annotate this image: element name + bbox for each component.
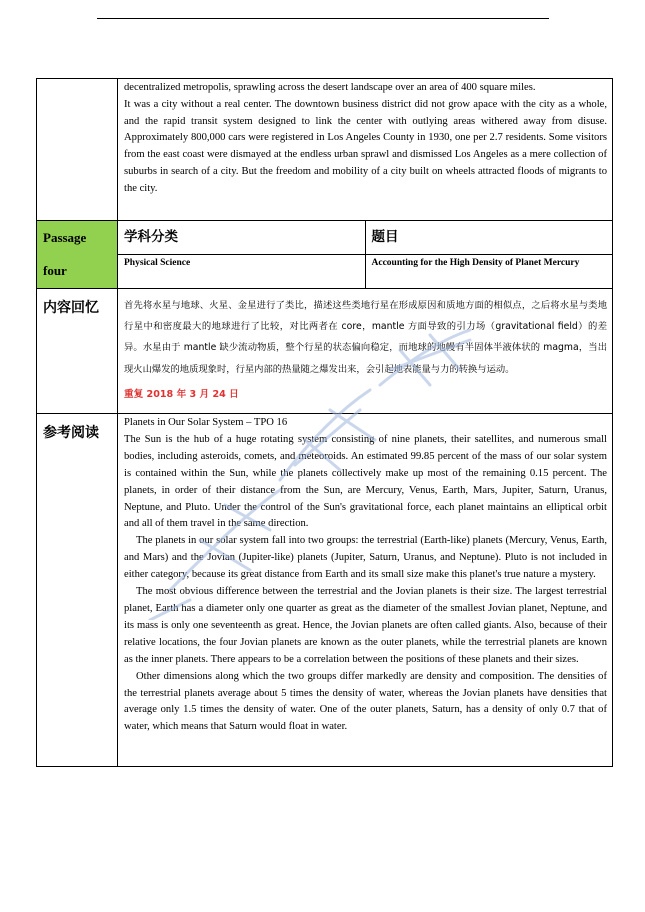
intro-row — [37, 79, 613, 221]
subject-header-cell — [118, 221, 366, 255]
topic-header: 题目 — [371, 229, 399, 245]
passage-label-line1: Passage — [43, 230, 87, 245]
intro-paragraph: decentralized metropolis, sprawling across the desert landscape over an area of 400 square miles. — [124, 82, 536, 93]
passage-label-cell — [37, 221, 118, 289]
intro-text — [118, 79, 612, 200]
topic-value-cell — [365, 255, 613, 289]
reading-label: 参考阅读 — [43, 425, 99, 442]
intro-text-cell — [118, 79, 613, 221]
intro-paragraph: It was a city without a real center. The downtown business district did not grow apace with the city as a whole, and the rapid transit system designed to link the center with outlying areas withered away from disuse. Approximately 800,000 cars were registered in Los Angeles County in 1930, one per 2.7 residents. Some visitors from the east coast were dismayed at the endless urban sprawl and dismissed Los Angeles as a mere collection of suburbs in search of a city. But the freedom and mobility of a city built on wheels attracted floods of migrants to the city. — [124, 98, 607, 194]
reading-paragraph: The planets in our solar system fall into two groups: the terrestrial (Earth-like) planets (Mercury, Venus, Earth, and Mars) and the Jovian (Jupiter-like) planets (Jupiter, Saturn, Uranus, and Neptune). Pluto is not included in either category, because its great distance from Earth and its small size make this planet's true nature a mystery. — [124, 535, 607, 581]
recall-label-cell — [37, 289, 118, 414]
intro-label-cell — [37, 79, 118, 221]
reading-label-cell — [37, 414, 118, 767]
reading-paragraph: The most obvious difference between the terrestrial and the Jovian planets is their size. The largest terrestrial planet, Earth has a diameter only one quarter as great as the diameter of the smallest Jovian planet, Neptune, and its mass is only one seventeenth as great. Hence, the Jovian planets are often called giants. Also, because of their relative locations, the four Jovian planets are known as the outer planets, while the terrestrial planets are known as the inner planets. There appears to be a correlation between the positions of these planets and their sizes. — [124, 586, 607, 665]
recall-text: 首先将水星与地球、火星、金星进行了类比，描述这些类地行星在形成原因和质地方面的相似点，之后将水星与类地行星中和密度最大的地球进行了比较，对比两者在 core，mantle 方面导致的引力场（gravitational field）的差异。水星由于 mantle 缺少流动物质，整个行星的状态偏向稳定，而地球的地幔有半固体半液体状的 magma，当出现火山爆发的地质现象时，行星内部的热量随之爆发出来，会引起地表能量与力的转换与运动。 — [124, 300, 607, 375]
reading-row — [37, 414, 613, 767]
recall-row — [37, 289, 613, 414]
reading-title: Planets in Our Solar System – TPO 16 — [124, 417, 288, 429]
reading-text-cell — [118, 414, 613, 767]
passage-label — [37, 221, 117, 287]
topic-value: Accounting for the High Density of Planet Mercury — [371, 258, 580, 268]
content-table — [36, 78, 613, 767]
passage-header-row — [37, 221, 613, 255]
reading-paragraph: The Sun is the hub of a huge rotating system consisting of nine planets, their satellites, and numerous small bodies, including asteroids, comets, and meteoroids. An estimated 99.85 percent of the mass of our solar system is contained within the Sun, while the planets collectively make up most of the remaining 0.15 percent. The planets, in order of their distance from the Sun, are Mercury, Venus, Earth, Mars, Jupiter, Saturn, Uranus, Neptune, and Pluto. Under the control of the Sun's gravitational force, each planet maintains an elliptical orbit and all of them travel in the same direction. — [124, 433, 607, 530]
topic-header-cell — [365, 221, 613, 255]
recall-text-cell — [118, 289, 613, 414]
subject-value-cell — [118, 255, 366, 289]
reading-body — [118, 414, 612, 736]
header-rule — [97, 18, 549, 19]
passage-value-row — [37, 255, 613, 289]
recall-body — [118, 289, 612, 413]
subject-header: 学科分类 — [124, 229, 178, 245]
recall-label: 内容回忆 — [43, 300, 99, 316]
subject-value: Physical Science — [124, 258, 191, 268]
reading-paragraph: Other dimensions along which the two groups differ markedly are density and composition. The densities of the terrestrial planets average about 5 times the density of water, whereas the Jovian planets have densities that average only 1.5 times the density of water. One of the outer planets, Saturn, has a density of only 0.7 that of water, which means that Saturn would float in water. — [124, 670, 607, 733]
repeat-note: 重复 2018 年 3 月 24 日 — [124, 388, 239, 400]
passage-label-line2: four — [43, 263, 67, 278]
